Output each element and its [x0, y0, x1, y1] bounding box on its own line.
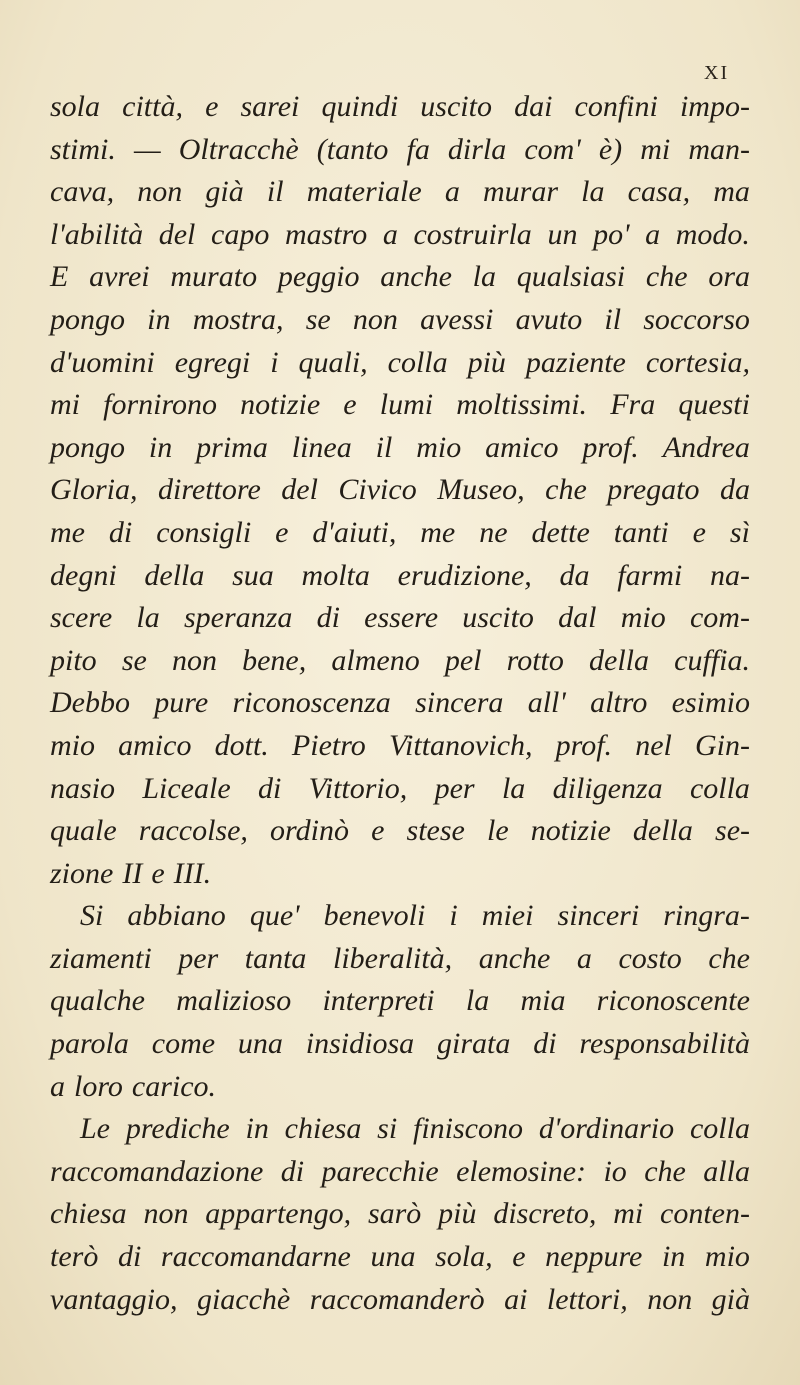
text-word: notizie: [530, 814, 611, 848]
text-word: raccomanderò: [309, 1282, 485, 1316]
text-word: anche: [380, 260, 452, 294]
text-line: [50, 895, 750, 938]
text-word: e: [343, 388, 357, 422]
text-word: e: [371, 814, 385, 848]
text-word: E: [50, 260, 69, 294]
text-word: II: [122, 856, 143, 890]
text-word: stimi.: [50, 132, 116, 166]
text-word: cuffia.: [674, 643, 750, 677]
text-word: per: [434, 771, 475, 805]
text-line: [50, 256, 750, 299]
text-word: se-: [715, 814, 750, 848]
text-word: prof.: [582, 430, 639, 464]
text-line: [50, 555, 750, 598]
text-word: vantaggio,: [50, 1282, 178, 1316]
text-word: terò: [50, 1240, 99, 1274]
text-word: mostra,: [192, 302, 284, 336]
text-word: moltissimi.: [456, 388, 588, 422]
text-word: un: [547, 217, 578, 251]
text-word: Museo,: [437, 473, 525, 507]
text-word: chiesa: [284, 1112, 362, 1146]
text-word: ora: [708, 260, 750, 294]
text-line: [50, 86, 750, 129]
text-word: già: [205, 175, 244, 209]
text-word: mi: [50, 388, 80, 422]
text-word: a: [576, 941, 592, 975]
text-word: avessi: [420, 302, 494, 336]
text-word: prima: [196, 430, 268, 464]
text-word: com-: [689, 601, 750, 635]
text-word: impo-: [679, 90, 750, 123]
text-word: capo: [211, 217, 270, 251]
text-word: la: [501, 771, 526, 805]
text-word: anche: [478, 941, 551, 975]
text-word: prediche: [125, 1112, 230, 1146]
text-word: la: [472, 260, 497, 294]
text-word: qualsiasi: [516, 260, 626, 294]
text-word: in: [661, 1240, 686, 1274]
text-line: [50, 342, 750, 385]
text-word: raccomandazione: [50, 1154, 264, 1188]
text-line: [50, 512, 750, 555]
text-word: da: [719, 473, 750, 507]
text-line: [50, 469, 750, 512]
text-word: Gloria,: [50, 473, 138, 507]
text-word: dott.: [214, 728, 269, 762]
text-word: sarò: [367, 1197, 422, 1231]
text-line: [50, 810, 750, 853]
text-word: mio: [416, 430, 462, 464]
text-word: il: [604, 302, 622, 336]
text-word: scere: [50, 601, 113, 635]
text-word: III.: [173, 856, 212, 890]
text-word: raccomandarne: [160, 1240, 351, 1274]
text-word: cava,: [50, 175, 115, 209]
text-word: ne: [479, 515, 508, 549]
text-word: mastro: [284, 217, 368, 251]
text-word: benevoli: [323, 899, 426, 933]
text-word: Oltracchè: [178, 132, 299, 166]
text-word: dette: [531, 515, 590, 549]
text-line: [50, 299, 750, 342]
text-word: e: [692, 515, 706, 549]
text-word: di: [108, 515, 133, 549]
text-word: di: [117, 1240, 142, 1274]
text-word: Fra: [610, 388, 656, 422]
text-word: peggio: [277, 260, 360, 294]
text-word: pel: [444, 643, 482, 677]
text-word: in: [245, 1112, 269, 1146]
text-word: se: [121, 643, 147, 677]
text-word: colla: [689, 771, 750, 805]
text-line: [50, 938, 750, 981]
text-word: molta: [301, 558, 370, 592]
text-word: i: [270, 345, 279, 379]
text-word: la: [581, 175, 605, 209]
text-word: ordinò: [270, 814, 349, 848]
text-word: del: [158, 217, 196, 251]
text-word: fornirono: [103, 388, 218, 422]
text-word: dal: [558, 601, 597, 635]
text-word: materiale: [306, 175, 422, 209]
text-word: e: [512, 1240, 526, 1274]
text-word: mio: [704, 1240, 750, 1274]
text-word: direttore: [158, 473, 261, 507]
text-word: Pietro: [291, 728, 366, 762]
text-word: parecchie: [321, 1154, 439, 1188]
text-line: [50, 768, 750, 811]
text-word: sì: [729, 515, 750, 549]
text-word: erudizione,: [397, 558, 532, 592]
text-word: chiesa: [50, 1197, 127, 1231]
text-line: [50, 427, 750, 470]
text-word: soccorso: [643, 302, 750, 336]
text-word: murar: [482, 175, 558, 209]
text-word: sincera: [415, 686, 504, 720]
text-word: dai: [514, 90, 553, 123]
text-word: Si: [80, 899, 104, 933]
text-word: amico: [118, 728, 192, 762]
text-word: zione: [50, 856, 114, 890]
text-word: parola: [50, 1027, 129, 1061]
text-word: altro: [590, 686, 648, 720]
text-word: esimio: [671, 686, 750, 720]
text-word: a: [382, 217, 398, 251]
text-word: che: [645, 260, 688, 294]
text-word: prof.: [555, 728, 613, 762]
text-word: e: [151, 856, 165, 890]
text-line: [50, 1108, 750, 1151]
text-word: nasio: [50, 771, 116, 805]
text-word: appartengo,: [205, 1197, 352, 1231]
text-word: alla: [703, 1154, 750, 1188]
text-word: qualche: [50, 984, 145, 1018]
text-word: la: [136, 601, 160, 635]
text-word: che: [644, 1154, 686, 1188]
text-word: mio: [620, 601, 666, 635]
text-word: il: [266, 175, 284, 209]
text-word: me: [420, 515, 456, 549]
text-word: di: [316, 601, 340, 635]
text-word: costo: [618, 941, 682, 975]
text-word: mi: [640, 132, 671, 166]
text-word: non: [171, 643, 217, 677]
text-word: pregato: [607, 473, 700, 507]
text-word: di: [533, 1027, 557, 1061]
text-word: una: [370, 1240, 416, 1274]
text-word: Debbo: [50, 686, 130, 720]
text-word: non: [647, 1282, 693, 1316]
text-word: man-: [688, 132, 750, 166]
text-word: (tanto: [316, 132, 389, 166]
text-word: carico.: [131, 1069, 217, 1103]
text-word: quali,: [298, 345, 368, 379]
text-line: [50, 640, 750, 683]
text-word: è): [598, 132, 623, 166]
text-line: [50, 129, 750, 172]
text-word: per: [178, 941, 219, 975]
text-word: mia: [520, 984, 566, 1018]
text-word: tanti: [613, 515, 669, 549]
text-word: discreto,: [493, 1197, 597, 1231]
text-word: che: [708, 941, 750, 975]
text-word: nel: [635, 728, 672, 762]
text-word: della: [589, 643, 650, 677]
text-line: [50, 171, 750, 214]
text-word: riconoscenza: [232, 686, 391, 720]
text-line: [50, 725, 750, 768]
text-word: com': [524, 132, 581, 166]
text-word: Liceale: [142, 771, 231, 805]
text-word: finiscono: [412, 1112, 523, 1146]
text-line: [50, 1151, 750, 1194]
text-word: d'uomini: [50, 345, 155, 379]
text-word: uscito: [462, 601, 534, 635]
text-word: farmi: [617, 558, 683, 592]
text-word: non: [352, 302, 398, 336]
text-word: dirla: [447, 132, 507, 166]
text-word: colla: [689, 1112, 750, 1146]
text-word: riconoscente: [596, 984, 750, 1018]
text-word: a: [444, 175, 460, 209]
text-word: quindi: [321, 90, 399, 123]
text-word: le: [486, 814, 509, 848]
text-word: almeno: [331, 643, 420, 677]
text-word: io: [603, 1154, 627, 1188]
text-word: consigli: [156, 515, 252, 549]
text-word: fa: [406, 132, 430, 166]
text-word: a: [645, 217, 661, 251]
text-word: pito: [50, 643, 97, 677]
text-word: Civico: [338, 473, 417, 507]
text-word: quale: [50, 814, 117, 848]
text-word: loro: [74, 1069, 123, 1103]
text-word: Vittorio,: [308, 771, 408, 805]
text-word: na-: [710, 558, 750, 592]
text-word: a: [50, 1069, 65, 1103]
text-word: girata: [437, 1027, 511, 1061]
text-word: uscito: [420, 90, 492, 123]
text-word: rotto: [506, 643, 564, 677]
text-word: all': [527, 686, 566, 720]
text-word: tanta: [244, 941, 307, 975]
text-word: mi: [613, 1197, 644, 1231]
text-word: della: [632, 814, 693, 848]
text-word: la: [465, 984, 490, 1018]
text-word: linea: [291, 430, 352, 464]
text-word: come: [151, 1027, 216, 1061]
text-word: neppure: [545, 1240, 643, 1274]
text-word: avuto: [515, 302, 583, 336]
text-word: Le: [80, 1112, 110, 1146]
text-word: sua: [232, 558, 274, 592]
text-word: responsabilità: [579, 1027, 750, 1061]
text-line: [50, 1279, 750, 1322]
text-word: egregi: [174, 345, 251, 379]
text-word: da: [559, 558, 590, 592]
text-word: me: [50, 515, 85, 549]
text-word: il: [375, 430, 393, 464]
text-word: ziamenti: [50, 941, 152, 975]
text-word: ringra-: [663, 899, 750, 933]
text-word: lumi: [379, 388, 434, 422]
text-word: della: [144, 558, 205, 592]
text-word: non: [143, 1197, 189, 1231]
text-word: non: [137, 175, 183, 209]
text-word: costruirla: [413, 217, 532, 251]
text-word: e: [275, 515, 289, 549]
text-word: elemosine:: [456, 1154, 587, 1188]
text-line: [50, 597, 750, 640]
text-word: paziente: [525, 345, 626, 379]
text-word: insidiosa: [305, 1027, 415, 1061]
text-line: [50, 214, 750, 257]
text-word: questi: [678, 388, 750, 422]
text-word: pongo: [50, 302, 125, 336]
text-line: [50, 1023, 750, 1066]
text-word: miei: [481, 899, 534, 933]
text-word: raccolse,: [138, 814, 248, 848]
text-word: in: [148, 430, 173, 464]
text-word: sola: [50, 90, 101, 123]
text-word: città,: [122, 90, 183, 123]
text-word: Vittanovich,: [388, 728, 533, 762]
text-word: di: [257, 771, 282, 805]
text-word: liberalità,: [332, 941, 453, 975]
text-word: sinceri: [557, 899, 640, 933]
text-word: amico: [485, 430, 559, 464]
text-line: [50, 1236, 750, 1279]
text-word: speranza: [184, 601, 293, 635]
text-word: Andrea: [662, 430, 750, 464]
text-word: giacchè: [196, 1282, 291, 1316]
text-word: più: [467, 345, 506, 379]
body-text: [50, 86, 750, 1321]
text-word: ai: [504, 1282, 528, 1316]
text-word: modo.: [675, 217, 750, 251]
text-word: —: [133, 132, 161, 166]
text-word: i: [449, 899, 458, 933]
text-line: [50, 1193, 750, 1236]
text-word: stese: [406, 814, 465, 848]
text-word: una: [237, 1027, 283, 1061]
text-line: [50, 853, 750, 896]
text-word: mio: [50, 728, 95, 762]
text-line: [50, 682, 750, 725]
text-word: essere: [364, 601, 439, 635]
text-word: di: [280, 1154, 305, 1188]
text-word: in: [147, 302, 171, 336]
text-word: pongo: [50, 430, 125, 464]
text-word: ma: [713, 175, 750, 209]
text-word: confini: [574, 90, 658, 123]
text-word: malizioso: [176, 984, 292, 1018]
text-word: che: [545, 473, 587, 507]
text-word: Gin-: [695, 728, 750, 762]
text-word: interpreti: [322, 984, 435, 1018]
text-word: d'ordinario: [538, 1112, 675, 1146]
text-word: già: [711, 1282, 750, 1316]
text-word: e: [205, 90, 219, 123]
text-line: [50, 1066, 750, 1109]
text-word: conten-: [660, 1197, 750, 1231]
text-word: sarei: [240, 90, 300, 123]
text-word: lettori,: [546, 1282, 628, 1316]
text-word: avrei: [89, 260, 150, 294]
text-line: [50, 980, 750, 1023]
text-word: casa,: [627, 175, 691, 209]
text-word: si: [377, 1112, 398, 1146]
text-word: sola,: [435, 1240, 493, 1274]
text-word: d'aiuti,: [312, 515, 397, 549]
text-word: l'abilità: [50, 217, 144, 251]
text-word: se: [305, 302, 331, 336]
text-word: più: [438, 1197, 477, 1231]
text-word: notizie: [240, 388, 321, 422]
text-word: colla: [387, 345, 448, 379]
text-word: po': [593, 217, 630, 251]
text-word: murato: [170, 260, 258, 294]
text-word: bene,: [242, 643, 307, 677]
text-word: pure: [154, 686, 209, 720]
text-word: degni: [50, 558, 117, 592]
page-number: XI: [704, 62, 730, 84]
text-word: cortesia,: [645, 345, 750, 379]
text-word: que': [249, 899, 300, 933]
text-word: diligenza: [552, 771, 663, 805]
text-line: [50, 384, 750, 427]
text-word: del: [281, 473, 318, 507]
text-word: abbiano: [127, 899, 226, 933]
